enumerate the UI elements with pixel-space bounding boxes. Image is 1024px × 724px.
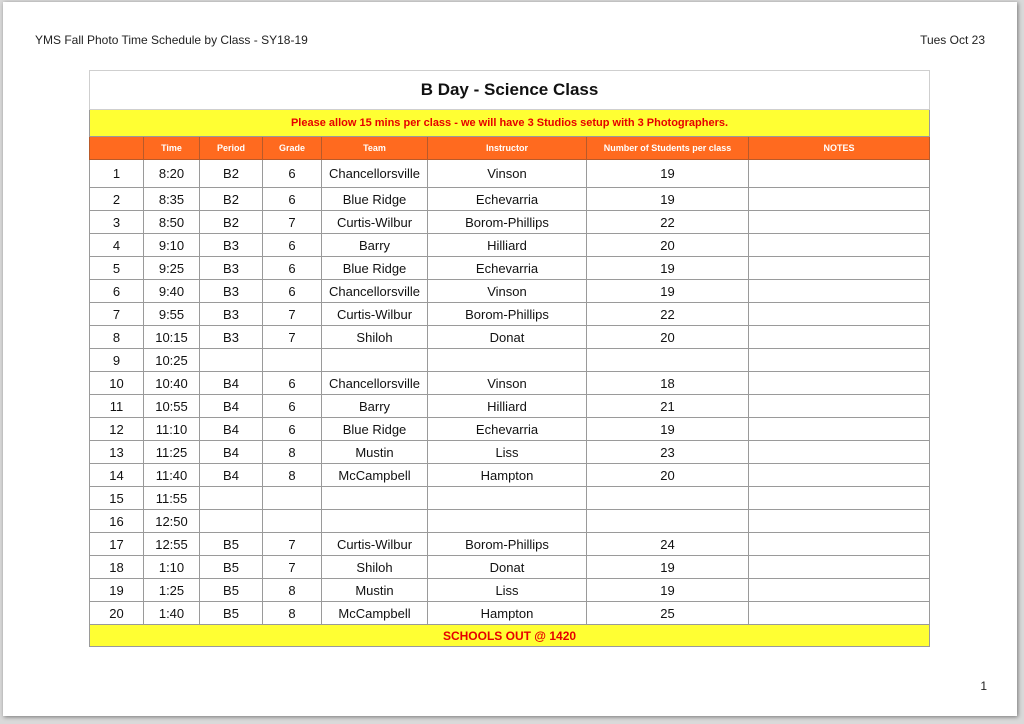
cell-period: B4 (200, 418, 263, 441)
cell-students (587, 349, 749, 372)
cell-instructor: Borom-Phillips (428, 211, 587, 234)
cell-team: McCampbell (322, 464, 428, 487)
cell-row-number: 14 (90, 464, 144, 487)
cell-time: 10:25 (144, 349, 200, 372)
cell-team (322, 487, 428, 510)
cell-students: 20 (587, 234, 749, 257)
cell-instructor: Borom-Phillips (428, 303, 587, 326)
cell-grade: 8 (263, 602, 322, 625)
cell-team: Curtis-Wilbur (322, 533, 428, 556)
table-row (90, 487, 930, 510)
column-header-team: Team (322, 137, 428, 160)
cell-notes (749, 441, 930, 464)
cell-grade: 6 (263, 257, 322, 280)
cell-notes (749, 280, 930, 303)
document-page (3, 2, 1017, 716)
cell-team (322, 510, 428, 533)
cell-instructor: Hampton (428, 602, 587, 625)
cell-time: 9:55 (144, 303, 200, 326)
cell-time: 8:20 (144, 160, 200, 188)
cell-time: 11:55 (144, 487, 200, 510)
cell-period: B5 (200, 602, 263, 625)
cell-row-number: 3 (90, 211, 144, 234)
cell-time: 10:15 (144, 326, 200, 349)
cell-row-number: 9 (90, 349, 144, 372)
cell-students: 19 (587, 556, 749, 579)
cell-time: 8:50 (144, 211, 200, 234)
table-row (90, 188, 930, 211)
cell-time: 12:50 (144, 510, 200, 533)
cell-row-number: 6 (90, 280, 144, 303)
cell-students: 18 (587, 372, 749, 395)
cell-row-number: 18 (90, 556, 144, 579)
cell-notes (749, 326, 930, 349)
cell-row-number: 17 (90, 533, 144, 556)
cell-period: B5 (200, 533, 263, 556)
cell-period (200, 487, 263, 510)
cell-team: Mustin (322, 579, 428, 602)
cell-instructor: Vinson (428, 280, 587, 303)
cell-notes (749, 234, 930, 257)
cell-team: Blue Ridge (322, 257, 428, 280)
cell-instructor: Echevarria (428, 257, 587, 280)
table-row (90, 602, 930, 625)
page-number: 1 (980, 679, 987, 693)
column-header-notes: NOTES (749, 137, 930, 160)
cell-row-number: 5 (90, 257, 144, 280)
cell-grade: 6 (263, 372, 322, 395)
cell-period: B5 (200, 579, 263, 602)
table-row (90, 372, 930, 395)
cell-period: B3 (200, 303, 263, 326)
cell-team: Chancellorsville (322, 280, 428, 303)
cell-time: 10:40 (144, 372, 200, 395)
cell-team: Chancellorsville (322, 372, 428, 395)
column-header-row (90, 137, 930, 160)
table-row (90, 349, 930, 372)
cell-notes (749, 160, 930, 188)
cell-row-number: 2 (90, 188, 144, 211)
cell-time: 1:25 (144, 579, 200, 602)
cell-instructor (428, 510, 587, 533)
cell-grade: 6 (263, 188, 322, 211)
cell-period: B3 (200, 257, 263, 280)
column-header-row-number (90, 137, 144, 160)
cell-notes (749, 464, 930, 487)
column-header-grade: Grade (263, 137, 322, 160)
cell-notes (749, 349, 930, 372)
cell-team: Shiloh (322, 326, 428, 349)
cell-students: 25 (587, 602, 749, 625)
cell-grade (263, 487, 322, 510)
cell-row-number: 4 (90, 234, 144, 257)
cell-time: 11:10 (144, 418, 200, 441)
cell-instructor: Hilliard (428, 395, 587, 418)
cell-period (200, 510, 263, 533)
cell-instructor: Hampton (428, 464, 587, 487)
document-header-date: Tues Oct 23 (920, 33, 985, 47)
cell-team: Chancellorsville (322, 160, 428, 188)
cell-notes (749, 395, 930, 418)
schedule-table (89, 70, 930, 647)
cell-students: 23 (587, 441, 749, 464)
cell-team: Barry (322, 234, 428, 257)
cell-students: 20 (587, 326, 749, 349)
table-row (90, 510, 930, 533)
cell-notes (749, 533, 930, 556)
cell-notes (749, 602, 930, 625)
schedule-title: B Day - Science Class (90, 71, 930, 110)
document-header-title: YMS Fall Photo Time Schedule by Class - SY18-19 (35, 33, 308, 47)
cell-row-number: 20 (90, 602, 144, 625)
cell-notes (749, 257, 930, 280)
table-row (90, 160, 930, 188)
cell-students: 19 (587, 579, 749, 602)
cell-period: B2 (200, 211, 263, 234)
cell-students: 21 (587, 395, 749, 418)
schedule-body (90, 160, 930, 625)
column-header-period: Period (200, 137, 263, 160)
cell-grade: 6 (263, 280, 322, 303)
cell-notes (749, 556, 930, 579)
cell-grade: 8 (263, 464, 322, 487)
table-row (90, 280, 930, 303)
cell-instructor: Borom-Phillips (428, 533, 587, 556)
table-row (90, 395, 930, 418)
table-row (90, 211, 930, 234)
table-row (90, 257, 930, 280)
cell-instructor (428, 349, 587, 372)
cell-row-number: 15 (90, 487, 144, 510)
cell-instructor: Donat (428, 556, 587, 579)
table-row (90, 533, 930, 556)
cell-row-number: 10 (90, 372, 144, 395)
cell-students (587, 510, 749, 533)
cell-row-number: 13 (90, 441, 144, 464)
cell-grade: 8 (263, 441, 322, 464)
cell-time: 1:10 (144, 556, 200, 579)
cell-period: B3 (200, 326, 263, 349)
cell-time: 11:25 (144, 441, 200, 464)
cell-time: 8:35 (144, 188, 200, 211)
cell-time: 12:55 (144, 533, 200, 556)
table-row (90, 464, 930, 487)
cell-students: 20 (587, 464, 749, 487)
table-row (90, 326, 930, 349)
cell-students: 19 (587, 418, 749, 441)
cell-notes (749, 418, 930, 441)
cell-row-number: 1 (90, 160, 144, 188)
cell-notes (749, 510, 930, 533)
table-row (90, 234, 930, 257)
cell-time: 11:40 (144, 464, 200, 487)
cell-grade: 6 (263, 160, 322, 188)
cell-team: Curtis-Wilbur (322, 303, 428, 326)
cell-notes (749, 211, 930, 234)
cell-row-number: 19 (90, 579, 144, 602)
cell-period (200, 349, 263, 372)
cell-team (322, 349, 428, 372)
cell-row-number: 16 (90, 510, 144, 533)
cell-team: Blue Ridge (322, 418, 428, 441)
cell-grade: 6 (263, 234, 322, 257)
cell-instructor: Donat (428, 326, 587, 349)
table-row (90, 556, 930, 579)
cell-team: Curtis-Wilbur (322, 211, 428, 234)
cell-team: Barry (322, 395, 428, 418)
cell-row-number: 11 (90, 395, 144, 418)
cell-instructor: Liss (428, 579, 587, 602)
cell-notes (749, 579, 930, 602)
column-header-time: Time (144, 137, 200, 160)
cell-period: B3 (200, 280, 263, 303)
cell-time: 1:40 (144, 602, 200, 625)
cell-instructor: Liss (428, 441, 587, 464)
cell-students: 19 (587, 188, 749, 211)
column-header-students: Number of Students per class (587, 137, 749, 160)
schedule-note: Please allow 15 mins per class - we will have 3 Studios setup with 3 Photographers. (90, 110, 930, 137)
cell-students: 22 (587, 303, 749, 326)
cell-instructor (428, 487, 587, 510)
cell-instructor: Echevarria (428, 188, 587, 211)
cell-students: 24 (587, 533, 749, 556)
column-header-instructor: Instructor (428, 137, 587, 160)
cell-team: Blue Ridge (322, 188, 428, 211)
cell-time: 9:25 (144, 257, 200, 280)
cell-period: B4 (200, 395, 263, 418)
cell-students: 19 (587, 257, 749, 280)
cell-row-number: 8 (90, 326, 144, 349)
cell-period: B3 (200, 234, 263, 257)
cell-notes (749, 372, 930, 395)
cell-grade: 7 (263, 326, 322, 349)
cell-time: 10:55 (144, 395, 200, 418)
cell-team: Shiloh (322, 556, 428, 579)
cell-period: B2 (200, 160, 263, 188)
cell-period: B4 (200, 464, 263, 487)
cell-period: B4 (200, 441, 263, 464)
cell-grade: 6 (263, 395, 322, 418)
cell-grade: 7 (263, 211, 322, 234)
cell-notes (749, 303, 930, 326)
cell-time: 9:10 (144, 234, 200, 257)
cell-period: B2 (200, 188, 263, 211)
cell-instructor: Vinson (428, 372, 587, 395)
cell-period: B4 (200, 372, 263, 395)
cell-notes (749, 188, 930, 211)
cell-grade (263, 349, 322, 372)
cell-notes (749, 487, 930, 510)
table-row (90, 418, 930, 441)
cell-team: Mustin (322, 441, 428, 464)
schedule-footer: SCHOOLS OUT @ 1420 (90, 625, 930, 647)
cell-row-number: 7 (90, 303, 144, 326)
cell-grade: 6 (263, 418, 322, 441)
cell-instructor: Hilliard (428, 234, 587, 257)
cell-team: McCampbell (322, 602, 428, 625)
cell-grade: 7 (263, 533, 322, 556)
cell-instructor: Vinson (428, 160, 587, 188)
cell-students: 19 (587, 160, 749, 188)
cell-instructor: Echevarria (428, 418, 587, 441)
table-row (90, 441, 930, 464)
cell-row-number: 12 (90, 418, 144, 441)
cell-students (587, 487, 749, 510)
cell-period: B5 (200, 556, 263, 579)
cell-grade: 7 (263, 303, 322, 326)
cell-grade: 8 (263, 579, 322, 602)
cell-students: 22 (587, 211, 749, 234)
cell-time: 9:40 (144, 280, 200, 303)
cell-grade: 7 (263, 556, 322, 579)
cell-students: 19 (587, 280, 749, 303)
table-row (90, 579, 930, 602)
table-row (90, 303, 930, 326)
cell-grade (263, 510, 322, 533)
